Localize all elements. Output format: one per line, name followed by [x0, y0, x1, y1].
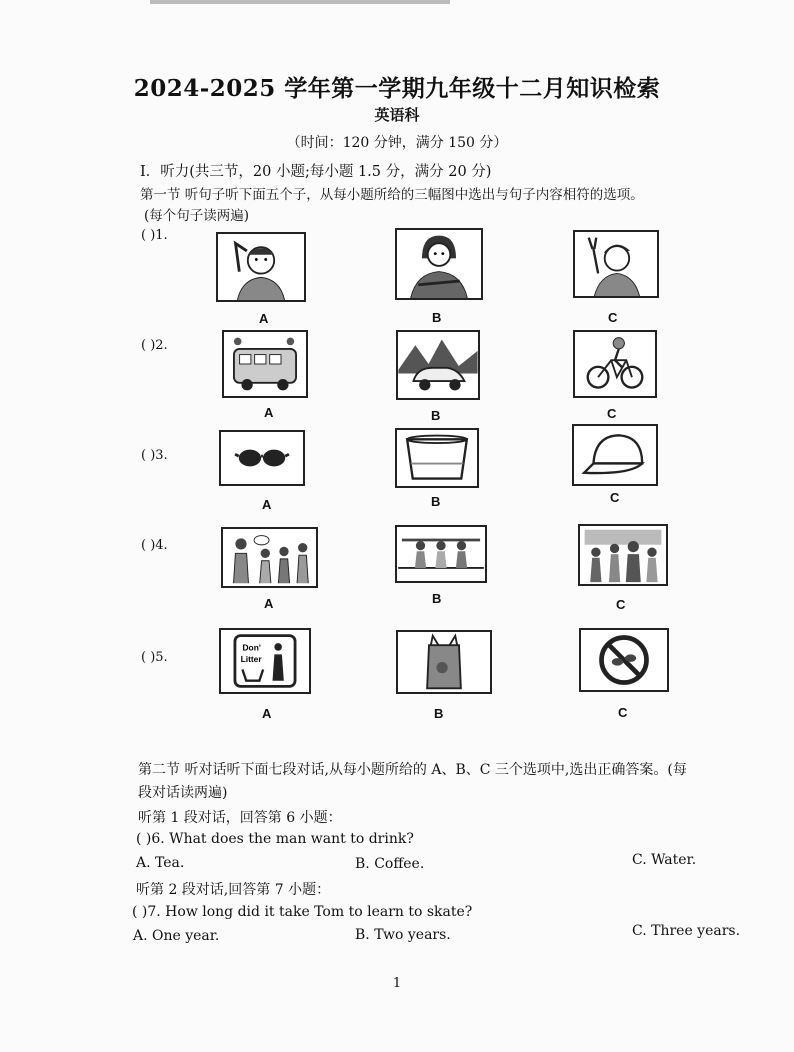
option-label: C [608, 310, 618, 325]
option-label: C [616, 597, 626, 612]
part2-instruction: 第二节 听对话听下面七段对话,从每小题所给的 A、B、C 三个选项中,选出正确答案。(每 [138, 762, 687, 778]
option-label: B [434, 706, 444, 721]
time-info: （时间：120 分钟，满分 150 分） [286, 135, 508, 151]
answer-option: C. Three years. [632, 923, 741, 939]
dialog-question: ( )7. How long did it take Tom to learn to skate? [132, 904, 473, 920]
option-label: C [607, 406, 617, 421]
picture-bus [222, 330, 308, 398]
answer-option: B. Two years. [355, 927, 451, 943]
option-label: B [431, 408, 441, 423]
picture-sunglasses [219, 430, 305, 486]
question-number: ( )4. [141, 538, 168, 553]
answer-option: C. Water. [632, 852, 697, 868]
sign-text-litter: Litter [240, 653, 262, 664]
picture-salute-boy [216, 232, 306, 302]
exam-subject: 英语科 [374, 106, 420, 124]
picture-bicycle [573, 330, 657, 398]
dialog-intro: 听第 1 段对话，回答第 6 小题： [138, 810, 342, 826]
picture-cap [572, 424, 658, 486]
option-label: A [259, 311, 269, 326]
picture-classroom-crowd [578, 524, 668, 586]
picture-glass-bowl [395, 428, 479, 488]
option-label: C [610, 490, 620, 505]
question-number: ( )2. [141, 338, 168, 353]
option-label: A [264, 596, 274, 611]
picture-boy-victory [573, 230, 659, 298]
answer-option: A. Tea. [136, 855, 185, 871]
picture-car-mountains [396, 330, 480, 400]
answer-option: A. One year. [133, 928, 220, 944]
part2-instruction-cont: 段对话读两遍) [138, 785, 228, 801]
picture-plastic-bag [396, 630, 492, 694]
exam-title: 2024-2025 学年第一学期九年级十二月知识检索 [133, 75, 661, 102]
dialog-question: ( )6. What does the man want to drink? [136, 831, 414, 847]
part1-note: (每个句子读两遍) [144, 208, 250, 224]
picture-dont-litter-sign [219, 628, 311, 694]
sign-text-dont: Don' [242, 642, 261, 653]
dialog-intro: 听第 2 段对话,回答第 7 小题： [136, 882, 331, 898]
option-label: B [431, 494, 441, 509]
picture-girl-arms-crossed [395, 228, 483, 300]
picture-no-sign [579, 628, 669, 692]
section-heading: I．听力(共三节，20 小题;每小题 1.5 分，满分 20 分) [140, 164, 492, 180]
picture-teacher-children [221, 527, 318, 588]
question-number: ( )3. [141, 448, 168, 463]
answer-option: B. Coffee. [355, 856, 425, 872]
option-label: A [264, 405, 274, 420]
scan-artifact [150, 0, 450, 4]
picture-children-walking [395, 525, 487, 583]
question-number: ( )5. [141, 650, 168, 665]
question-number: ( )1. [141, 228, 168, 243]
option-label: B [432, 310, 442, 325]
option-label: A [262, 497, 272, 512]
option-label: A [262, 706, 272, 721]
part1-instruction: 第一节 听句子听下面五个子，从每小题所给的三幅图中选出与句子内容相符的选项。 [140, 187, 644, 203]
option-label: B [432, 591, 442, 606]
page-number: 1 [392, 976, 402, 991]
option-label: C [618, 705, 628, 720]
